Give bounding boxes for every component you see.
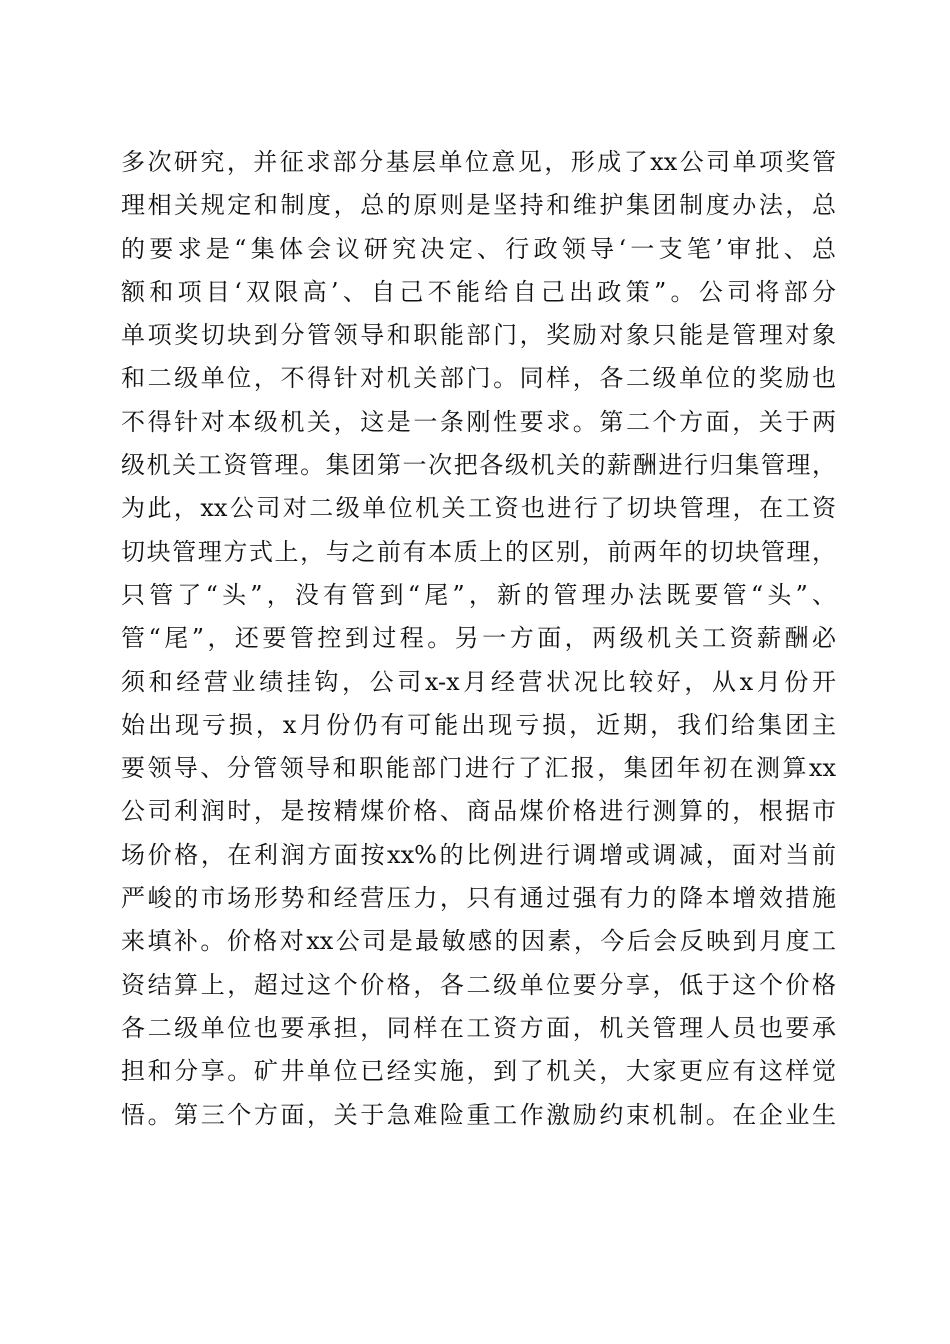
text-line: 场价格，在利润方面按xx%的比例进行调增或调减，面对当前: [121, 840, 836, 869]
text-line: 级机关工资管理。集团第一次把各级机关的薪酬进行归集管理，: [121, 451, 836, 480]
text-line: 不得针对本级机关，这是一条刚性要求。第二个方面，关于两: [121, 407, 836, 436]
text-line: 始出现亏损，x月份仍有可能出现亏损，近期，我们给集团主: [121, 710, 836, 739]
text-line: 单项奖切块到分管领导和职能部门，奖励对象只能是管理对象: [121, 321, 836, 350]
text-line: 管“尾”，还要管控到过程。另一方面，两级机关工资薪酬必: [121, 624, 836, 653]
text-line: 各二级单位也要承担，同样在工资方面，机关管理人员也要承: [121, 1013, 836, 1042]
text-line: 多次研究，并征求部分基层单位意见，形成了xx公司单项奖管: [121, 148, 836, 176]
text-line: 悟。第三个方面，关于急难险重工作激励约束机制。在企业生: [121, 1100, 836, 1129]
text-line: 的要求是“集体会议研究决定、行政领导‘一支笔’审批、总: [121, 234, 836, 263]
text-line: 须和经营业绩挂钩，公司x-x月经营状况比较好，从x月份开: [121, 667, 836, 696]
text-line: 资结算上，超过这个价格，各二级单位要分享，低于这个价格: [121, 970, 836, 999]
text-line: 来填补。价格对xx公司是最敏感的因素，今后会反映到月度工: [121, 927, 836, 956]
text-line: 理相关规定和制度，总的原则是坚持和维护集团制度办法，总: [121, 191, 836, 220]
text-line: 严峻的市场形势和经营压力，只有通过强有力的降本增效措施: [121, 884, 836, 913]
text-line: 要领导、分管领导和职能部门进行了汇报，集团年初在测算xx: [121, 754, 836, 783]
text-line: 额和项目‘双限高’、自己不能给自己出政策”。公司将部分: [121, 277, 836, 306]
text-line: 和二级单位，不得针对机关部门。同样，各二级单位的奖励也: [121, 364, 836, 393]
body-text: [121, 141, 836, 1137]
text-line: 为此，xx公司对二级单位机关工资也进行了切块管理，在工资: [121, 494, 836, 523]
text-line: 只管了“头”，没有管到“尾”，新的管理办法既要管“头”、: [121, 580, 836, 609]
text-line: 公司利润时，是按精煤价格、商品煤价格进行测算的，根据市: [121, 797, 836, 826]
text-line: 切块管理方式上，与之前有本质上的区别，前两年的切块管理，: [121, 537, 836, 566]
text-line: 担和分享。矿井单位已经实施，到了机关，大家更应有这样觉: [121, 1057, 836, 1086]
